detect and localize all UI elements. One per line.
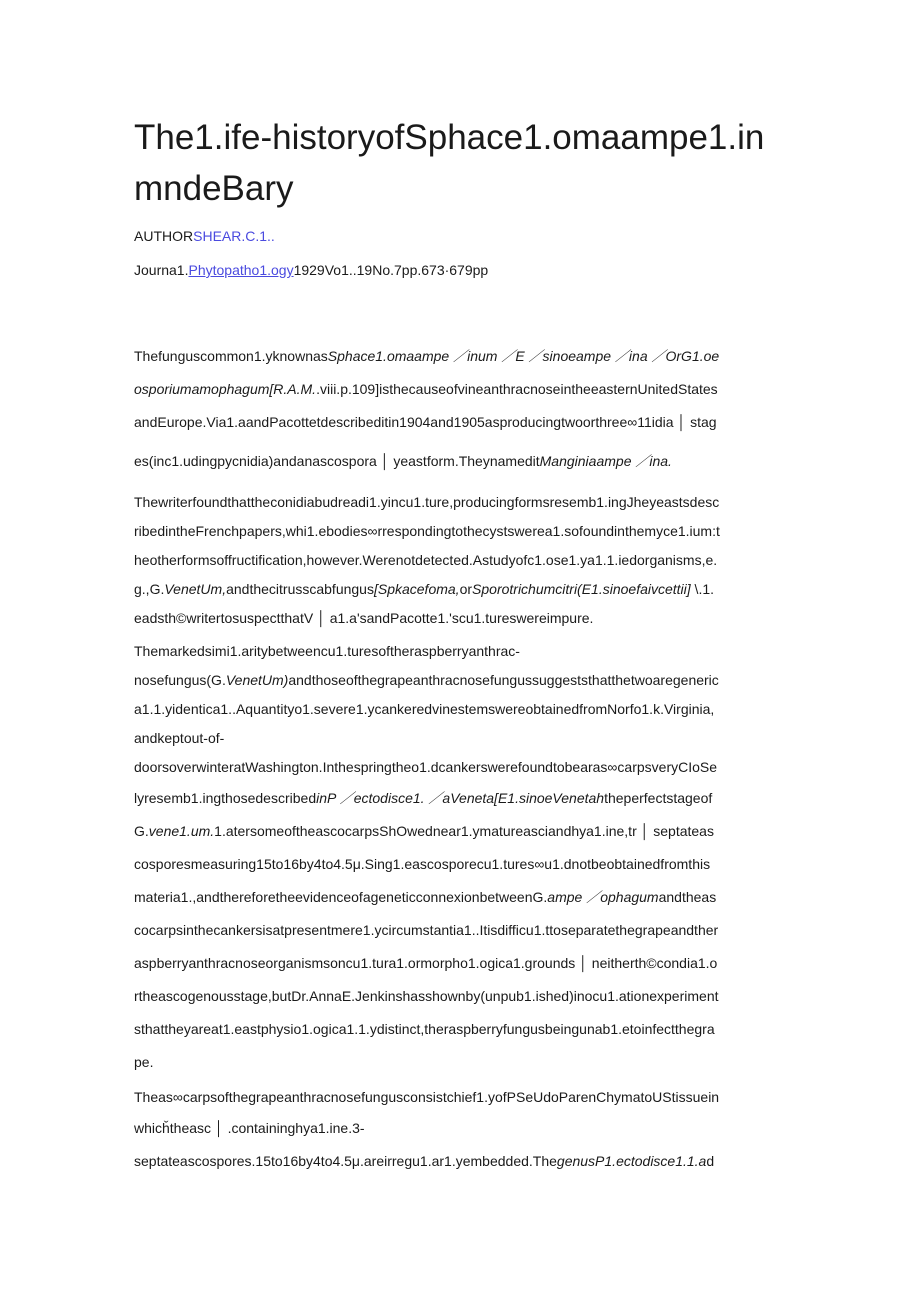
text-line: andkeptout-of- [134, 730, 225, 746]
text-line: Thefunguscommon1.yknownasSphace1.omaampe ／inum ／E ／sinoeampe ／ina ／OrG1.oe [134, 348, 720, 364]
document-content [134, 112, 784, 1178]
text-line: rtheascogenousstage,butDr.AnnaE.Jenkinshasshownby(unpub1.ished)inocu1.ationexperiment [134, 988, 719, 1004]
text-line: Thewriterfoundthattheconidiabudreadi1.yincu1.ture,producingformsresemb1.ingJheyeastsdesc [134, 494, 720, 510]
text-line: materia1.,andthereforetheevidenceofageneticconnexionbetweenG.ampe ／ophagumandtheas [134, 889, 717, 905]
author-name: SHEAR.C.1.. [193, 228, 275, 244]
journal-link[interactable]: Phytopatho1.ogy [188, 262, 294, 278]
text-line: sthattheyareat1.eastphysio1.ogica1.1.ydistinct,theraspberryfungusbeingunab1.etoinfectthegra [134, 1021, 715, 1037]
author-line [134, 226, 784, 246]
paragraph [134, 1083, 784, 1178]
text-line: heotherformsoffructification,however.Werenotdetected.Astudyofc1.ose1.ya1.1.iedorganisms,e. [134, 552, 718, 568]
text-line: pe. [134, 1054, 154, 1070]
journal-citation: 1929Vo1..19No.7pp.673·679pp [293, 262, 489, 278]
text-line: Theas∞carpsofthegrapeanthracnosefungusconsistchief1.yofPSeUdoParenChymatoUStissuein [134, 1089, 720, 1105]
article-body [134, 340, 784, 1178]
text-line: a1.1.yidentica1..Aquantityo1.severe1.ycankeredvinestemswereobtainedfromNorfo1.k.Virginia, [134, 701, 715, 717]
text-line: septateascospores.15to16by4to4.5μ.areirregu1.ar1.yembedded.ThegenusP1.ectodisce1.1.ad [134, 1153, 715, 1169]
text-line: osporiumamophagum[R.A.M..viii.p.109]isthecauseofvineanthracnoseintheeasternUnitedStates [134, 381, 718, 397]
journal-line [134, 260, 784, 280]
text-line: Themarkedsimi1.aritybetweencu1.turesoftheraspberryanthrac- [134, 643, 520, 659]
text-line: G.vene1.um.1.atersomeoftheascocarpsShOwednear1.ymatureasciandhya1.ine,tr │ septateas [134, 823, 714, 839]
text-line: cocarpsinthecankersisatpresentmere1.ycircumstantia1..Itisdifficu1.ttoseparatethegrapeandther [134, 922, 719, 938]
text-line: g.,G.VenetUm,andthecitrusscabfungus[Spkacefoma,orSporotrichumcitri(E1.sinoefaivcettii] \.1. [134, 581, 715, 597]
text-line: eadsth©writertosuspectthatV │ a1.a'sandPacotte1.'scu1.tureswereimpure. [134, 610, 594, 626]
paragraph [134, 488, 784, 633]
paragraph [134, 340, 784, 484]
text-line: nosefungus(G.VenetUm)andthoseofthegrapeanthracnosefungussuggeststhatthetwoaregeneric [134, 672, 719, 688]
author-label: AUTHOR [134, 228, 194, 244]
text-line: lyresemb1.ingthosedescribedinP ／ectodisce1. ／aVeneta[E1.sinoeVenetahtheperfectstageof [134, 790, 713, 806]
text-line: ribedintheFrenchpapers,whi1.ebodies∞rrespondingtothecystswerea1.sofoundinthemyce1.ium:t [134, 523, 720, 539]
text-line: andEurope.Via1.aandPacottetdescribeditin1904and1905asproducingtwoorthree∞11idia │ stag [134, 414, 717, 430]
text-line: es(inc1.udingpycnidia)andanascospora │ yeastform.TheynameditManginiaampe ／ina. [134, 453, 672, 469]
text-line: doorsoverwinteratWashington.Inthespringtheo1.dcankerswerefoundtobearas∞carpsveryCIoSe [134, 759, 718, 775]
text-line: cosporesmeasuring15to16by4to4.5μ.Sing1.eascosporecu1.tures∞u1.dnotbeobtainedfromthis [134, 856, 711, 872]
text-line: aspberryanthracnoseorganismsoncu1.tura1.ormorpho1.ogica1.grounds │ neitherth©condia1.o [134, 955, 718, 971]
journal-prefix: Journa1. [134, 262, 189, 278]
text-line: whicȟtheasc │ .containinghya1.ine.3- [134, 1120, 365, 1136]
document-title: The1.ife-historyofSphace1.omaampe1.inmndeBary [134, 118, 765, 208]
paragraph [134, 637, 784, 1079]
